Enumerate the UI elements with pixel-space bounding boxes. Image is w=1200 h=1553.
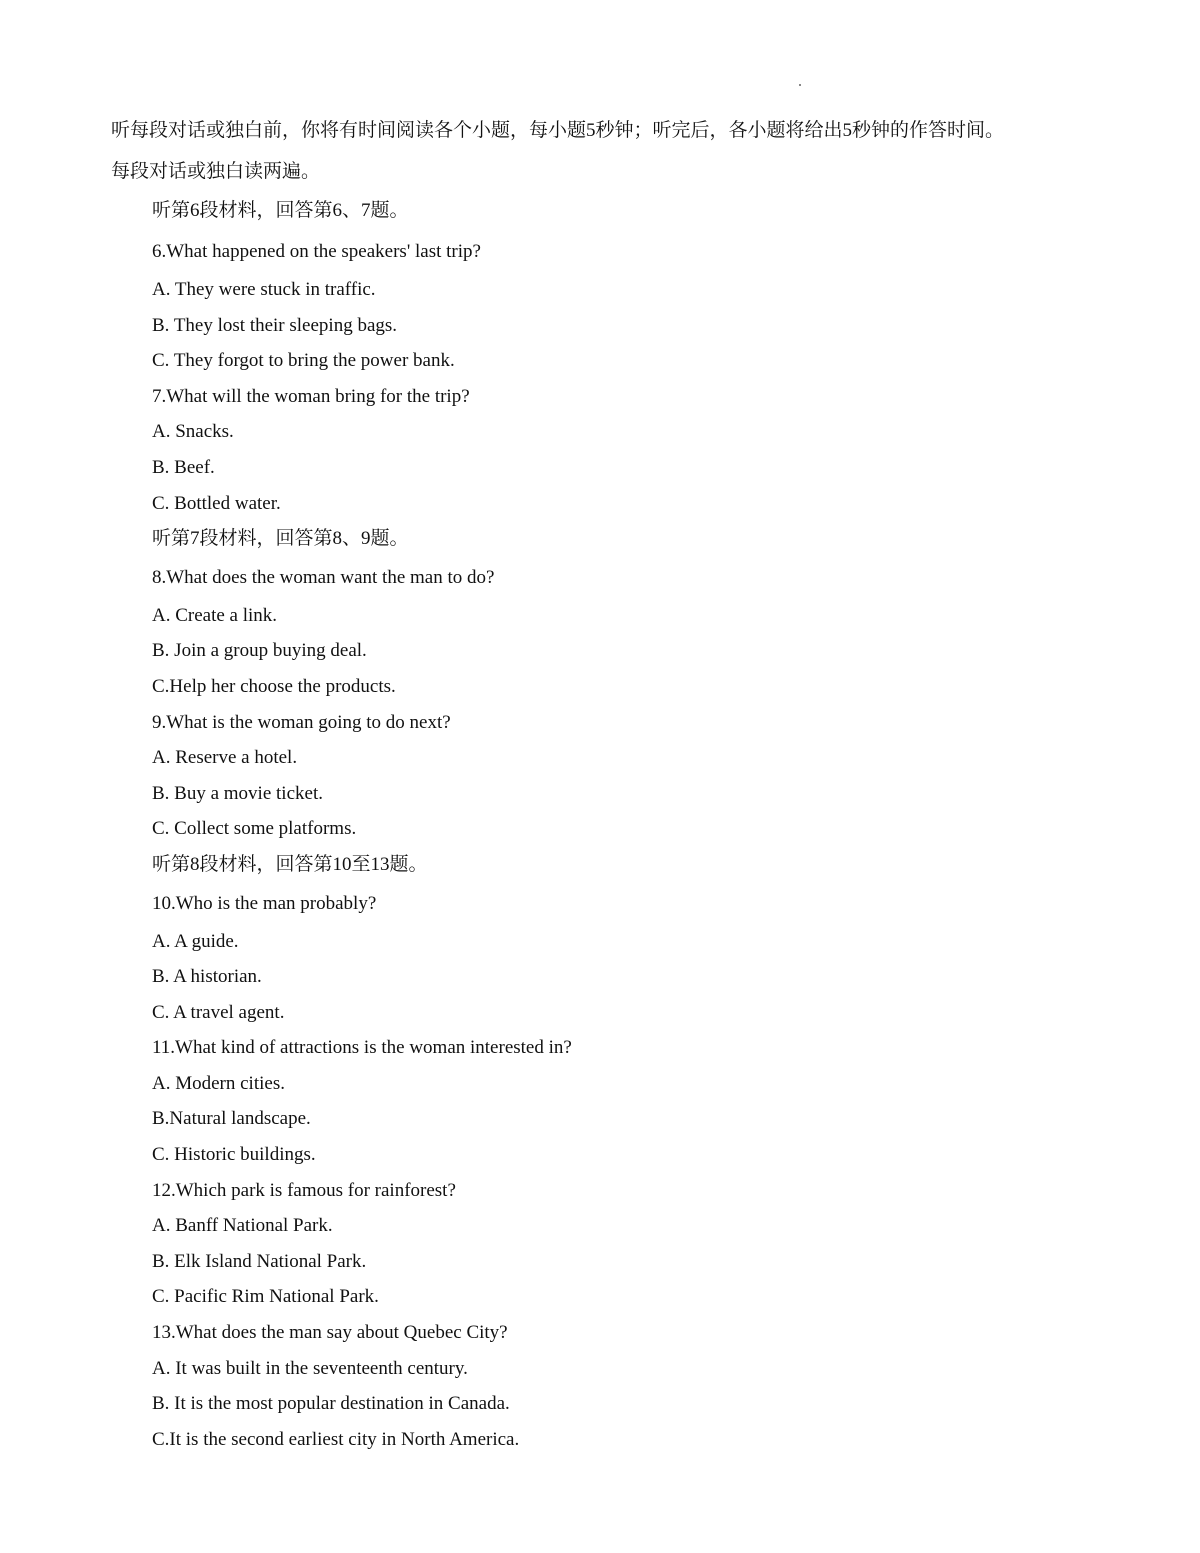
question-6-stem: 6.What happened on the speakers' last trip? — [152, 241, 481, 262]
question-8-option-a: A. Create a link. — [152, 604, 278, 626]
question-9-option-b: B. Buy a movie ticket. — [152, 782, 323, 804]
question-6-option-b: B. They lost their sleeping bags. — [152, 314, 398, 336]
question-7-option-a: A. Snacks. — [152, 421, 234, 443]
question-10-option-c: C. A travel agent. — [152, 1001, 285, 1023]
question-10-stem: 10.Who is the man probably? — [152, 892, 377, 914]
section-header-7: 听第7段材料，回答第8、9题。 — [152, 528, 409, 550]
question-6-option-c: C. They forgot to bring the power bank. — [152, 350, 455, 372]
question-7-stem: 7.What will the woman bring for the trip? — [152, 385, 470, 407]
section-header-6: 听第6段材料，回答第6、7题。 — [152, 200, 409, 221]
question-8-option-c: C.Help her choose the products. — [152, 675, 396, 697]
question-13-stem: 13.What does the man say about Quebec City? — [152, 1322, 508, 1344]
question-8-option-b: B. Join a group buying deal. — [152, 640, 367, 662]
question-12-option-a: A. Banff National Park. — [152, 1215, 333, 1237]
question-9-option-c: C. Collect some platforms. — [152, 818, 357, 840]
question-11-option-c: C. Historic buildings. — [152, 1144, 316, 1166]
question-list — [152, 190, 1112, 1457]
question-11-stem: 11.What kind of attractions is the woman interested in? — [152, 1037, 572, 1059]
question-12-option-b: B. Elk Island National Park. — [152, 1250, 367, 1272]
question-13-option-c: C.It is the second earliest city in North America. — [152, 1428, 520, 1450]
question-10-option-b: B. A historian. — [152, 966, 262, 988]
question-6-option-a: A. They were stuck in traffic. — [152, 279, 376, 300]
section-header-8: 听第8段材料，回答第10至13题。 — [152, 853, 428, 875]
question-7-option-b: B. Beef. — [152, 456, 215, 478]
question-10-option-a: A. A guide. — [152, 930, 239, 952]
question-9-option-a: A. Reserve a hotel. — [152, 747, 298, 769]
question-7-option-c: C. Bottled water. — [152, 492, 281, 514]
instructions-line-1: 听每段对话或独白前，你将有时间阅读各个小题，每小题5秒钟；听完后，各小题将给出5秒钟的作答时间。 — [111, 120, 1005, 141]
question-13-option-a: A. It was built in the seventeenth century. — [152, 1357, 468, 1379]
instructions-line-2: 每段对话或独白读两遍。 — [111, 161, 321, 182]
question-8-stem: 8.What does the woman want the man to do? — [152, 566, 495, 588]
instructions — [111, 110, 1111, 192]
question-12-stem: 12.Which park is famous for rainforest? — [152, 1179, 456, 1201]
question-13-option-b: B. It is the most popular destination in Canada. — [152, 1393, 510, 1415]
page-dot-mark — [799, 84, 801, 86]
question-12-option-c: C. Pacific Rim National Park. — [152, 1286, 379, 1308]
question-11-option-b: B.Natural landscape. — [152, 1108, 311, 1130]
question-11-option-a: A. Modern cities. — [152, 1072, 285, 1094]
question-9-stem: 9.What is the woman going to do next? — [152, 711, 451, 733]
